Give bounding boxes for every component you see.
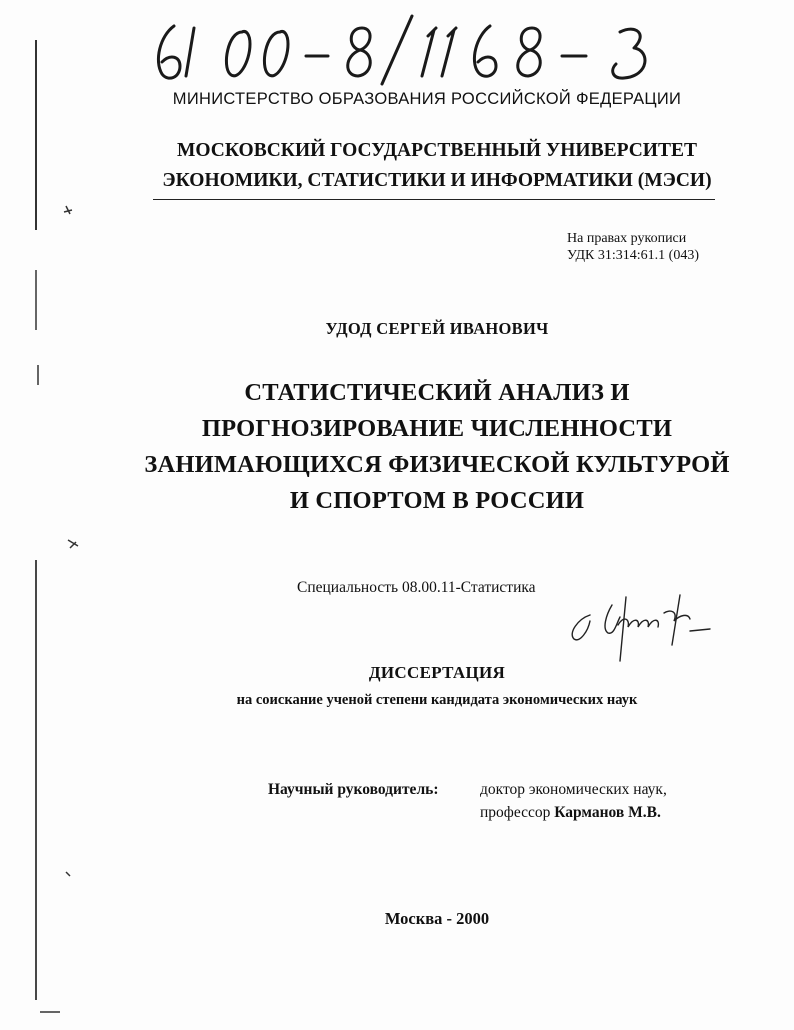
header-divider [153, 199, 715, 200]
udc-code: УДК 31:314:61.1 (043) [567, 248, 699, 263]
supervisor-label: Научный руководитель: [268, 781, 439, 798]
university-line-2: ЭКОНОМИКИ, СТАТИСТИКИ И ИНФОРМАТИКИ (МЭСИ) [162, 170, 712, 191]
supervisor-degree: доктор экономических наук, [480, 781, 667, 798]
supervisor-title: профессор [480, 804, 551, 821]
handwritten-archive-code [150, 6, 670, 96]
supervisor-name: Карманов М.В. [554, 804, 661, 821]
ministry-heading: МИНИСТЕРСТВО ОБРАЗОВАНИЯ РОССИЙСКОЙ ФЕДЕРАЦИИ [172, 90, 682, 108]
title-line-1: СТАТИСТИЧЕСКИЙ АНАЛИЗ И [244, 379, 630, 406]
title-line-4: И СПОРТОМ В РОССИИ [289, 487, 585, 514]
signature-drawing [560, 585, 720, 665]
title-line-2: ПРОГНОЗИРОВАНИЕ ЧИСЛЕННОСТИ [201, 415, 673, 442]
manuscript-rights-block [567, 230, 699, 264]
title-line-3: ЗАНИМАЮЩИХСЯ ФИЗИЧЕСКОЙ КУЛЬТУРОЙ [144, 451, 730, 478]
specialty: Специальность 08.00.11-Статистика [297, 579, 536, 596]
manuscript-rights: На правах рукописи [567, 231, 687, 246]
degree-statement: на соискание ученой степени кандидата экономических наук [236, 692, 638, 708]
university-heading [40, 136, 794, 196]
author-name: УДОД СЕРГЕЙ ИВАНОВИЧ [325, 319, 549, 338]
city-year: Москва - 2000 [384, 909, 490, 928]
university-line-1: МОСКОВСКИЙ ГОСУДАРСТВЕННЫЙ УНИВЕРСИТЕТ [177, 140, 697, 161]
dissertation-heading: ДИССЕРТАЦИЯ [368, 663, 506, 682]
supervisor-name-line [480, 804, 661, 822]
dissertation-title [40, 375, 794, 519]
